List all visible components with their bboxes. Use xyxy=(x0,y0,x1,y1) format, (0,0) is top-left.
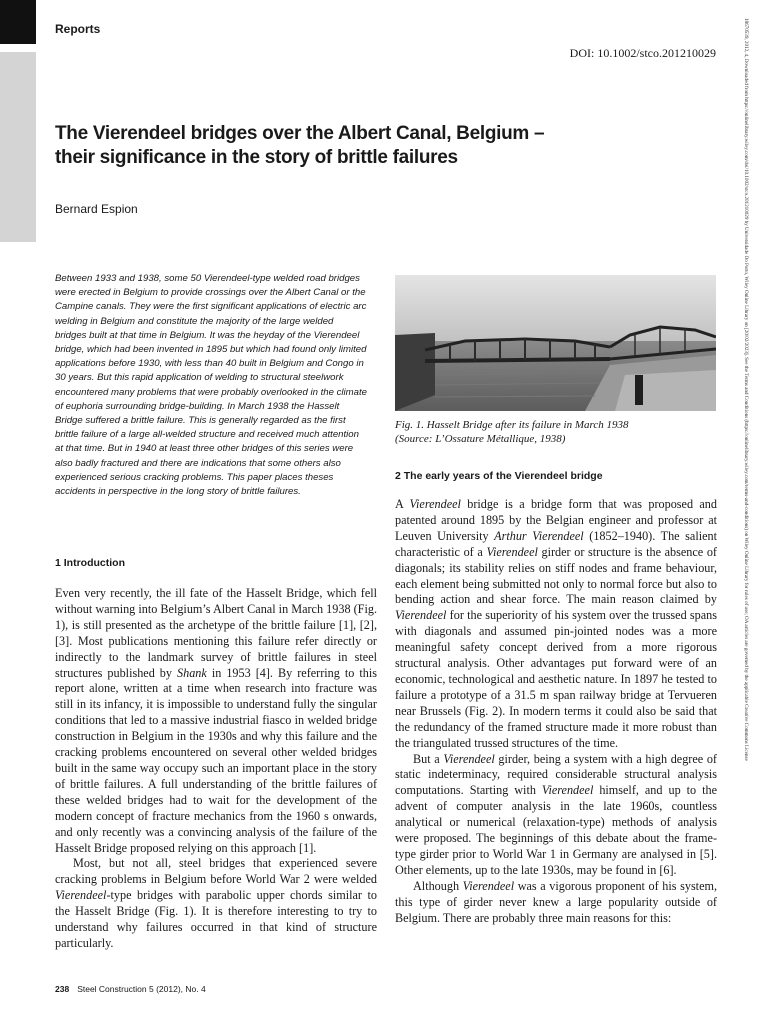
download-side-note: 18670539, 2012, 4, Downloaded from https://onlinelibrary.wiley.com/doi/10.1002/stco.201210029 by Universidade Do Porto, Wiley Online Library on [20/02/2023]. See the Terms and Conditions (https://onlinelibrary.wiley.com/terms-and-conditions) on Wiley Online Library for rules of use; OA articles are governed by the applicable Creative Commons License xyxy=(743,18,749,761)
title-line-2: their significance in the story of brittle failures xyxy=(55,147,458,168)
grey-margin-tab xyxy=(0,52,36,242)
intro-heading: 1 Introduction xyxy=(55,557,125,569)
bridge-photo-illustration xyxy=(395,275,716,411)
page-footer xyxy=(55,984,206,994)
author-name: Bernard Espion xyxy=(55,202,138,216)
doi-text[interactable]: DOI: 10.1002/stco.201210029 xyxy=(569,46,716,60)
journal-citation: Steel Construction 5 (2012), No. 4 xyxy=(77,984,206,994)
left-column-text xyxy=(55,586,377,952)
figure-caption xyxy=(395,418,716,446)
abstract: Between 1933 and 1938, some 50 Vierendeel-type welded road bridges were erected in Belgium to provide crossings over the Albert Canal or the Campine canals. They were the first significant applications of electric arc welding in Belgium and constitute the majority of the large welded bridges built at that time in Belgium. It was the heyday of the Vierendeel bridge, which had been invented in 1895 but which had found only limited applications before 1930, with less than 40 built in Belgium and Congo in 30 years. But this rapid application of welding to structural steelwork encountered many problems that were probably overlooked in the climate of euphoria surrounding bridge-building. In March 1938 the Hasselt Bridge suffered a brittle failure. This is generally regarded as the first brittle failure of a large all-welded structure and received much attention at that time. But in 1940 at least three other bridges of this series were also badly fractured and there are indications that some others also experienced serious cracking problems. This paper places theses accidents in perspective in the long story of brittle failures. xyxy=(55,273,367,498)
article-title xyxy=(55,122,655,170)
section-label: Reports xyxy=(55,22,101,36)
page-number: 238 xyxy=(55,984,70,994)
intro-paragraph-2: Most, but not all, steel bridges that experienced severe cracking problems in Belgium before World War 2 were welded Vierendeel-type bridges with parabolic upper chords similar to the Hasselt Bridge (Fig. 1). It is therefore interesting to try to understand why failures occurred in that kind of structure particularly. xyxy=(55,856,377,950)
title-line-1: The Vierendeel bridges over the Albert Canal, Belgium – xyxy=(55,123,545,144)
early-paragraph-2: But a Vierendeel girder, being a system with a high degree of static indeterminacy, required considerable structural analysis computations. Starting with Vierendeel himself, and up to the advent of computer analysis in the late 1960s, countless analytical or numerical (relaxation-type) methods of analysis were proposed. The beginnings of this debate about the frame-type girder prior to World War 1 in Germany are analysed in [5]. Other elements, up to the late 1930s, may be found in [6]. xyxy=(395,751,717,877)
early-years-heading: 2 The early years of the Vierendeel bridge xyxy=(395,470,603,482)
right-column-text xyxy=(395,497,717,926)
intro-paragraph-1: Even very recently, the ill fate of the Hasselt Bridge, which fell without warning into Belgium’s Albert Canal in March 1938 (Fig. 1), is still presented as the archetype of the brittle failure [1], [2], [3]. Most publications mentioning this failure refer directly or indirectly to the landmark survey of brittle failures in steel structures published by Shank in 1953 [4]. By referring to this report alone, written at a time when research into fracture was still in its infancy, it is impossible to understand fully the singular conditions that led to a massive industrial fiasco in welded bridge construction in Belgium in the 1930s and why this failure and the cracking problems encountered on several other welded bridges built in the same way occupy such an important place in the story of brittle failures. A full understanding of the brittle failures of these welded bridges had to wait for the development of the modern concept of fracture mechanics from the 1960 s onwards, and only recently was a convincing analysis of the failure of the Hasselt Bridge proposed relying on this approach [1]. xyxy=(55,586,377,855)
black-corner-tab xyxy=(0,0,36,44)
caption-line-1: Fig. 1. Hasselt Bridge after its failure in March 1938 xyxy=(395,419,629,431)
figure-hasselt-bridge-photo xyxy=(395,275,716,411)
early-paragraph-1: A Vierendeel bridge is a bridge form that was proposed and patented around 1895 by the Belgian engineer and professor at Leuven University Arthur Vierendeel (1852–1940). The salient characteristic of a Vierendeel girder or structure is the absence of diagonals; its stability relies on stiff nodes and frame behaviour, each element being submitted not only to normal force but also to bending action and shear force. The main reason claimed by Vierendeel for the superiority of his system over the trussed spans with diagonals and assumed pin-jointed nodes was a more meaningful safety concept derived from a more rigorous structural analysis. Other advantages put forward were of an economic, technological and aesthetic nature. In 1897 he tested to failure a prototype of a 31.5 m span railway bridge at Tervueren near Brussels (Fig. 2). In modern terms it could also be said that the redundancy of the framed structure made it more robust than the triangulated trussed structures of the time. xyxy=(395,497,717,750)
early-paragraph-3: Although Vierendeel was a vigorous proponent of his system, this type of girder never knew a large popularity outside of Belgium. There are probably three main reasons for this: xyxy=(395,878,718,925)
caption-line-2: (Source: L’Ossature Métallique, 1938) xyxy=(395,433,566,445)
